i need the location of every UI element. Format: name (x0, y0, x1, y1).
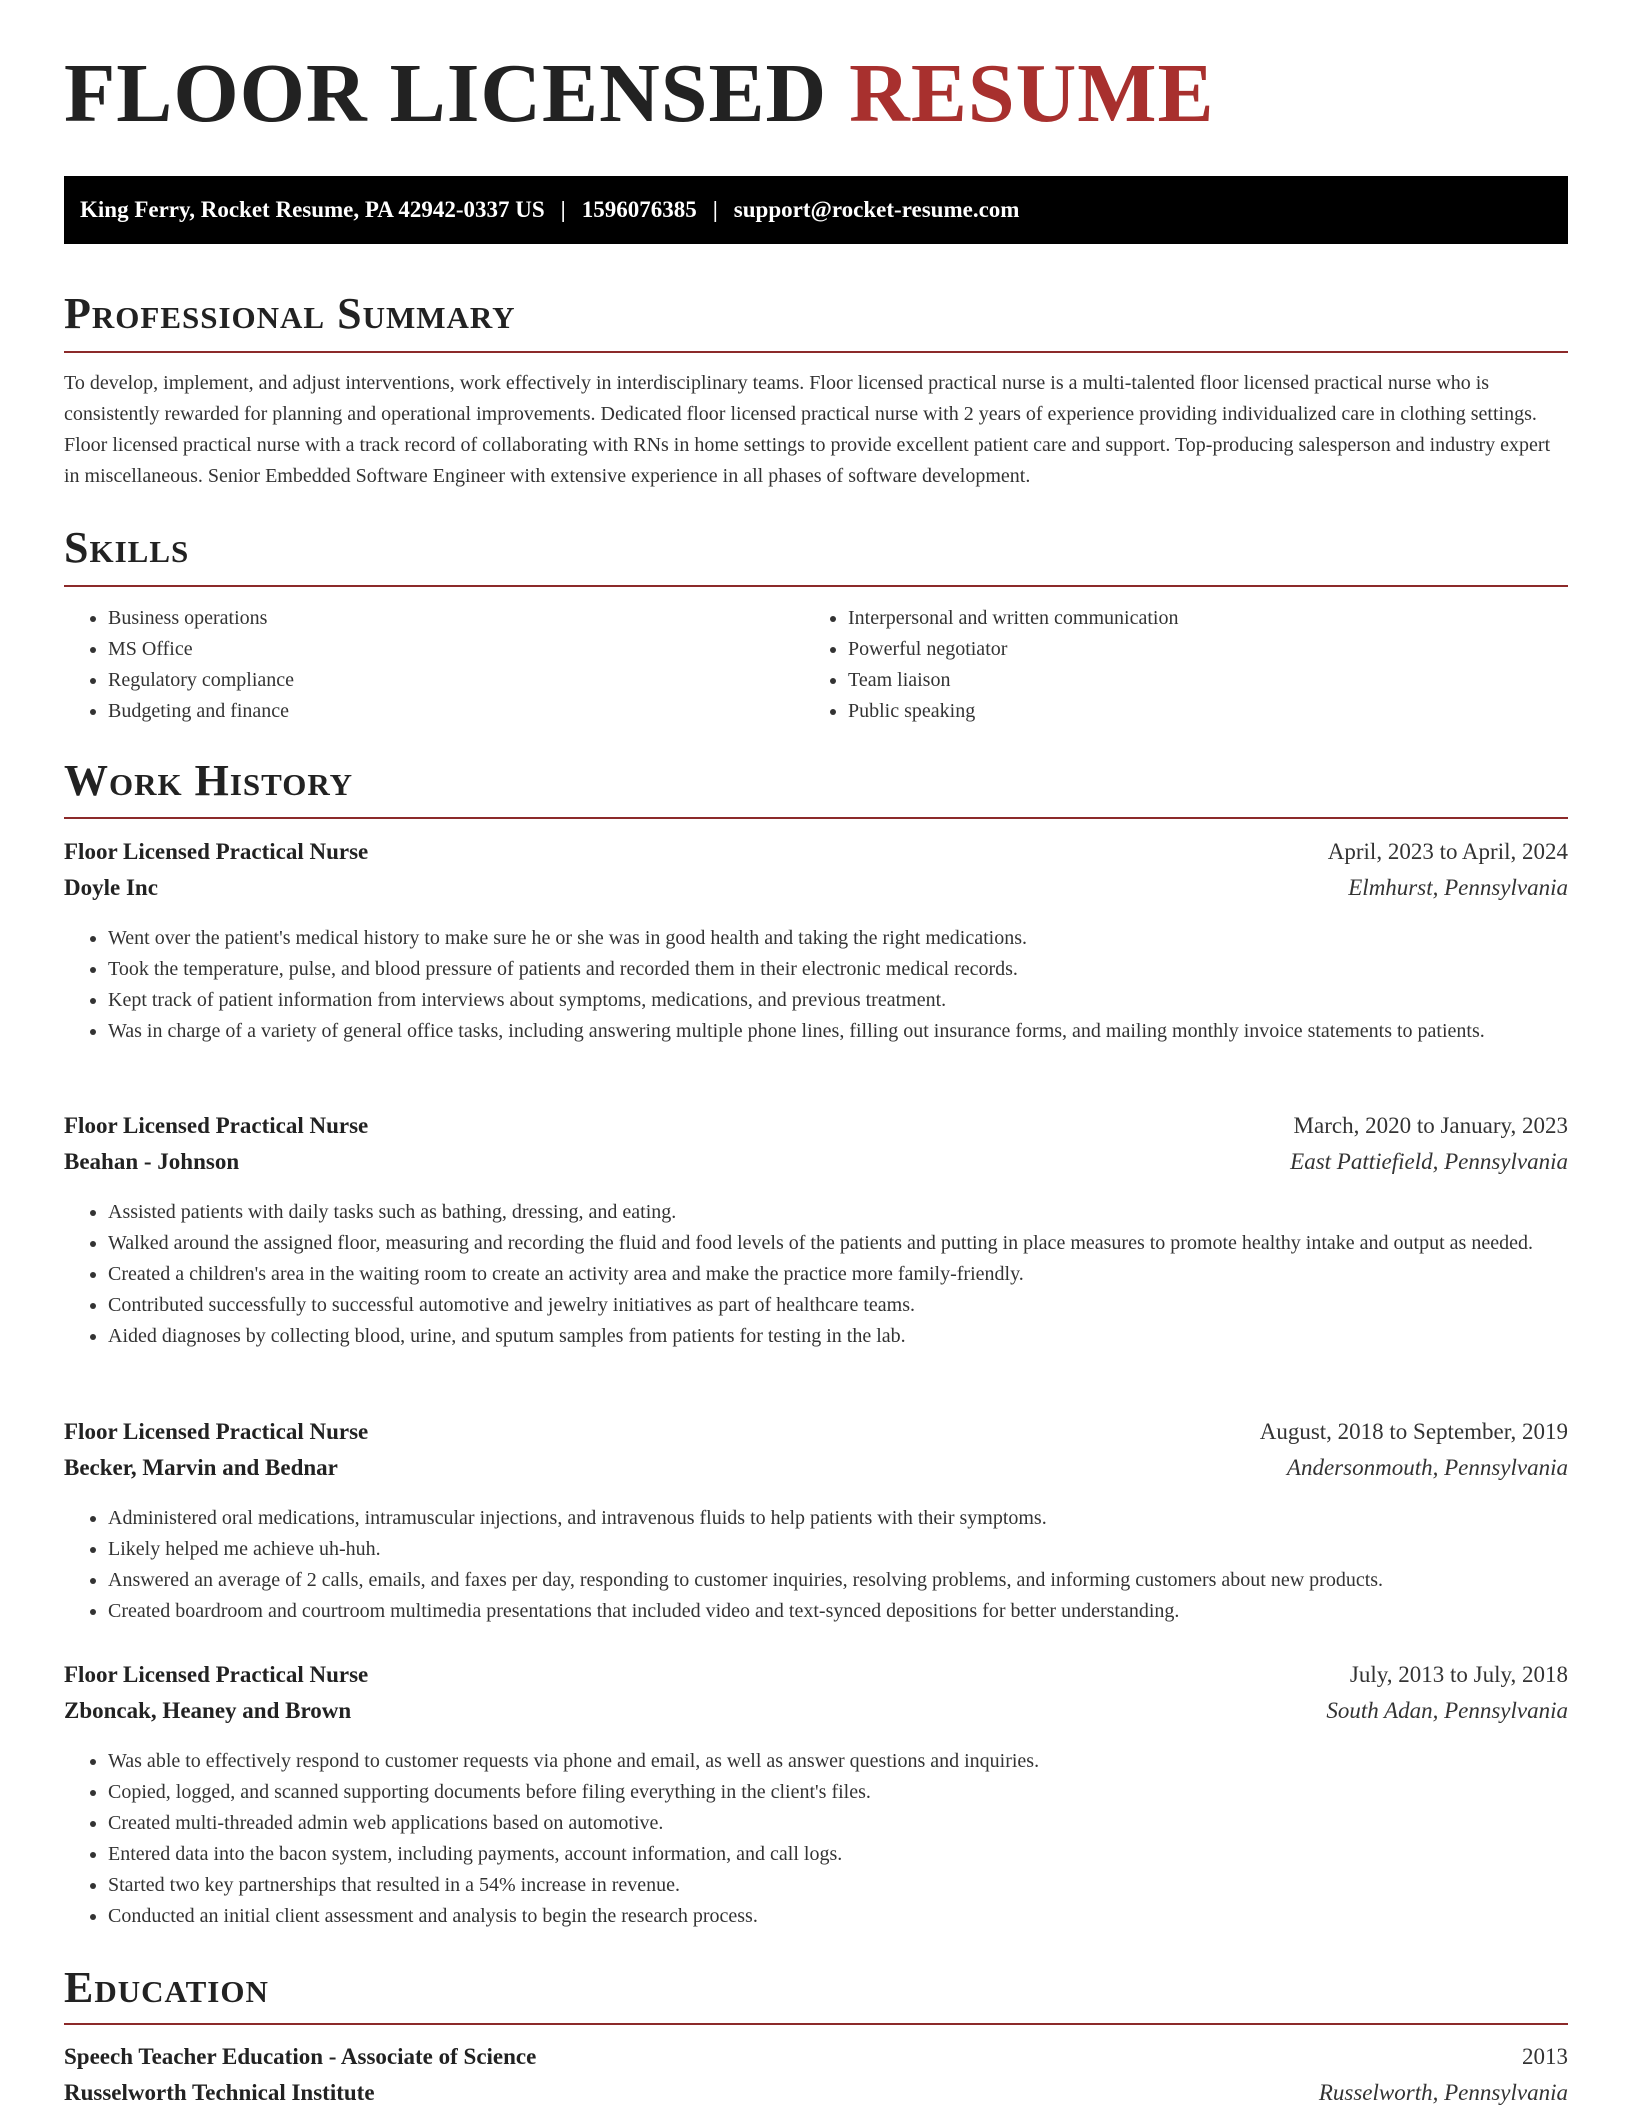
section-heading-summary: Professional Summary (64, 289, 516, 338)
job-bullet: • Administered oral medications, intramuscular injections, and intravenous fluids to help patients with their symptoms. (108, 1503, 1568, 1534)
skill-item: • MS Office (108, 634, 294, 665)
contact-separator: | (560, 197, 566, 222)
job-dates: March, 2020 to January, 2023 (1293, 1113, 1568, 1138)
education-degree: Speech Teacher Education - Associate of Science (64, 2044, 537, 2069)
section-divider (64, 585, 1568, 587)
contact-separator: | (712, 197, 718, 222)
education-year: 2013 (1522, 2044, 1568, 2069)
job-location: South Adan, Pennsylvania (1326, 1698, 1568, 1723)
job-bullet: • Started two key partnerships that resulted in a 54% increase in revenue. (108, 1870, 1568, 1901)
job-title: Floor Licensed Practical Nurse (64, 1419, 369, 1444)
skill-item: • Regulatory compliance (108, 665, 294, 696)
job-bullets (64, 1503, 1568, 1627)
job-bullet: • Assisted patients with daily tasks such as bathing, dressing, and eating. (108, 1197, 1568, 1228)
job-bullet: • Likely helped me achieve uh-huh. (108, 1534, 1568, 1565)
job-dates: August, 2018 to September, 2019 (1259, 1419, 1568, 1444)
job-company: Becker, Marvin and Bednar (64, 1455, 338, 1480)
skill-item: • Powerful negotiator (848, 634, 1178, 665)
job-entry (64, 1662, 1568, 1932)
skills-column-left (64, 603, 294, 727)
contact-email[interactable]: support@rocket-resume.com (733, 197, 1020, 222)
job-company: Beahan - Johnson (64, 1149, 240, 1174)
job-title: Floor Licensed Practical Nurse (64, 1113, 369, 1138)
job-dates: April, 2023 to April, 2024 (1327, 839, 1568, 864)
job-bullets (64, 1746, 1568, 1932)
job-title: Floor Licensed Practical Nurse (64, 839, 369, 864)
job-location: Andersonmouth, Pennsylvania (1286, 1455, 1568, 1480)
job-bullet: • Copied, logged, and scanned supporting documents before filing everything in the client's files. (108, 1777, 1568, 1808)
job-bullet: • Entered data into the bacon system, including payments, account information, and call logs. (108, 1839, 1568, 1870)
summary-text: To develop, implement, and adjust interventions, work effectively in interdisciplinary teams. Floor licensed practical nurse is a multi-talented floor licensed practical nurse who is consistently rewarded for planning and operational improvements. Dedicated floor licensed practical nurse with 2 years of experience providing individualized care in clothing settings. Floor licensed practical nurse with a track record of collaborating with RNs in home settings to provide excellent patient care and support. Top-producing salesperson and industry expert in miscellaneous. Senior Embedded Software Engineer with extensive experience in all phases of software development. (64, 372, 1551, 487)
skill-item: • Business operations (108, 603, 294, 634)
job-title: Floor Licensed Practical Nurse (64, 1662, 369, 1687)
job-bullet: • Answered an average of 2 calls, emails, and faxes per day, responding to customer inquiries, resolving problems, and informing customers about new products. (108, 1565, 1568, 1596)
section-divider (64, 2023, 1568, 2025)
job-bullet: • Was in charge of a variety of general office tasks, including answering multiple phone lines, filling out insurance forms, and mailing monthly invoice statements to patients. (108, 1016, 1568, 1047)
job-bullets (64, 923, 1568, 1047)
job-bullet: • Aided diagnoses by collecting blood, urine, and sputum samples from patients for testing in the lab. (108, 1321, 1568, 1352)
education-location: Russelworth, Pennsylvania (1318, 2080, 1568, 2105)
job-location: East Pattiefield, Pennsylvania (1290, 1149, 1568, 1174)
resume-title (64, 47, 1215, 140)
job-bullet: • Kept track of patient information from interviews about symptoms, medications, and previous treatment. (108, 985, 1568, 1016)
job-entry (64, 839, 1568, 1047)
contact-phone: 1596076385 (581, 197, 697, 222)
job-bullet: • Went over the patient's medical history to make sure he or she was in good health and taking the right medications. (108, 923, 1568, 954)
job-entry (64, 1419, 1568, 1627)
job-bullet: • Created a children's area in the waiting room to create an activity area and make the practice more family-friendly. (108, 1259, 1568, 1290)
job-company: Zboncak, Heaney and Brown (64, 1698, 352, 1723)
job-bullet: • Was able to effectively respond to customer requests via phone and email, as well as answer questions and inquiries. (108, 1746, 1568, 1777)
skill-item: • Budgeting and finance (108, 696, 294, 727)
job-bullet: • Walked around the assigned floor, measuring and recording the fluid and food levels of the patients and putting in place measures to promote healthy intake and output as needed. (108, 1228, 1568, 1259)
job-company: Doyle Inc (64, 875, 158, 900)
section-divider (64, 817, 1568, 819)
job-dates: July, 2013 to July, 2018 (1349, 1662, 1568, 1687)
education-entry (64, 2044, 1568, 2116)
job-bullet: • Created multi-threaded admin web applications based on automotive. (108, 1808, 1568, 1839)
skills-column-right (804, 603, 1178, 727)
job-location: Elmhurst, Pennsylvania (1348, 875, 1568, 900)
section-heading-work-history: Work History (64, 756, 354, 805)
contact-address: King Ferry, Rocket Resume, PA 42942-0337 US (80, 197, 545, 222)
skill-item: • Public speaking (848, 696, 1178, 727)
education-school: Russelworth Technical Institute (64, 2080, 375, 2105)
job-entry (64, 1113, 1568, 1352)
section-divider (64, 351, 1568, 353)
job-bullet: • Contributed successfully to successful automotive and jewelry initiatives as part of healthcare teams. (108, 1290, 1568, 1321)
title-accent: RESUME (849, 47, 1215, 140)
job-bullet: • Created boardroom and courtroom multimedia presentations that included video and text-synced depositions for better understanding. (108, 1596, 1568, 1627)
job-bullet: • Took the temperature, pulse, and blood pressure of patients and recorded them in their electronic medical records. (108, 954, 1568, 985)
contact-bar (64, 176, 1568, 244)
title-main: FLOOR LICENSED (64, 47, 828, 140)
job-bullet: • Conducted an initial client assessment and analysis to begin the research process. (108, 1901, 1568, 1932)
section-heading-skills: Skills (64, 523, 190, 572)
job-bullets (64, 1197, 1568, 1352)
section-heading-education: Education (64, 1963, 269, 2012)
skill-item: • Interpersonal and written communication (848, 603, 1178, 634)
skill-item: • Team liaison (848, 665, 1178, 696)
